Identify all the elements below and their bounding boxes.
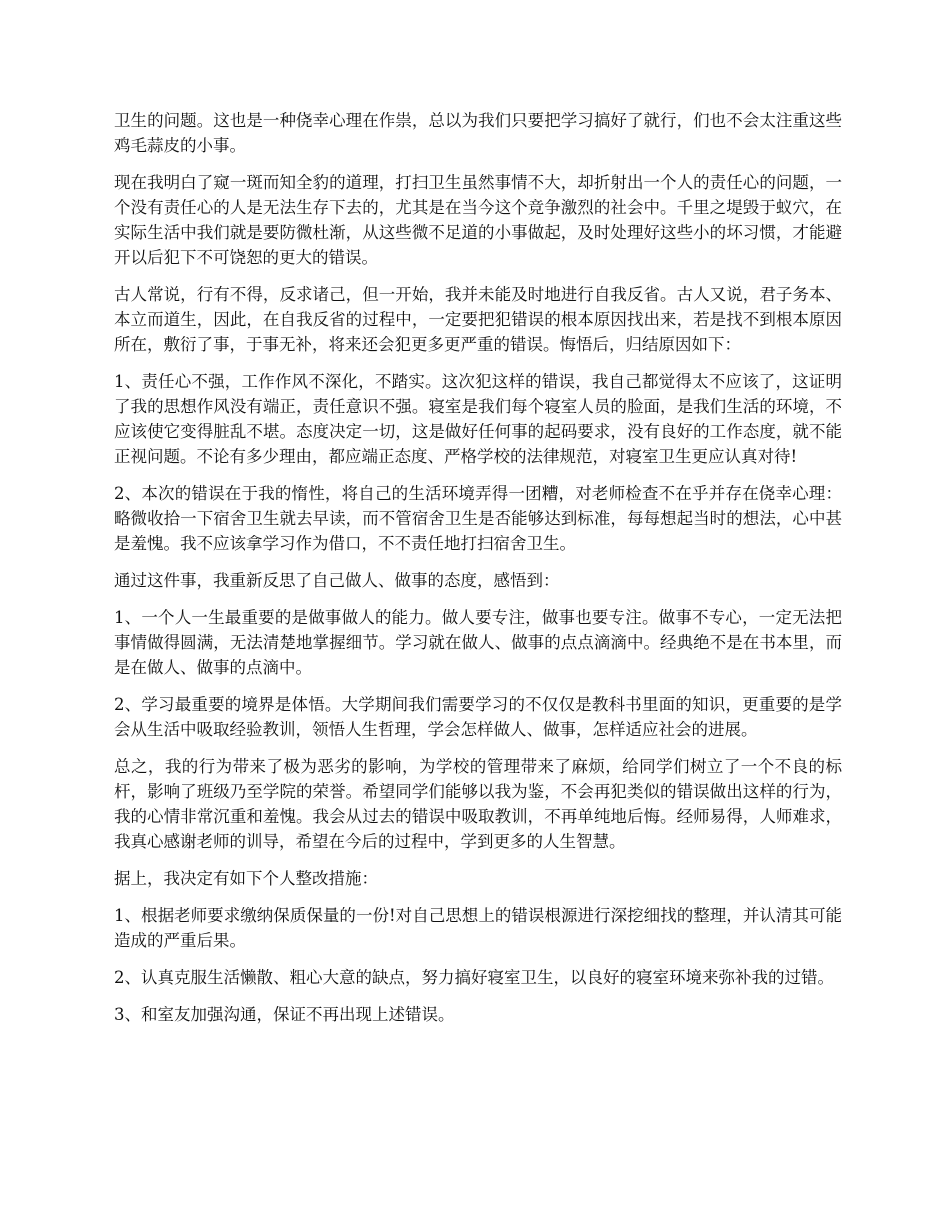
paragraph: 总之，我的行为带来了极为恶劣的影响，为学校的管理带来了麻烦，给同学们树立了一个不良的标杆，影响了班级乃至学院的荣誉。希望同学们能够以我为鉴，不会再犯类似的错误做出这样的行为，我的心情非常沉重和羞愧。我会从过去的错误中吸取教训，不再单纯地后悔。经师易得，人师难求，我真心感谢老师的训导，希望在今后的过程中，学到更多的人生智慧。 (114, 757, 842, 851)
paragraph: 卫生的问题。这也是一种侥幸心理在作祟，总以为我们只要把学习搞好了就行，们也不会太注重这些鸡毛蒜皮的小事。 (114, 111, 842, 155)
paragraph: 通过这件事，我重新反思了自己做人、做事的态度，感悟到： (114, 571, 560, 590)
paragraph: 2、学习最重要的境界是体悟。大学期间我们需要学习的不仅仅是教科书里面的知识，更重要的是学会从生活中吸取经验教训，领悟人生哲理，学会怎样做人、做事，怎样适应社会的进展。 (114, 695, 842, 739)
document-page (114, 108, 842, 1039)
paragraph: 1、责任心不强，工作作风不深化，不踏实。这次犯这样的错误，我自己都觉得太不应该了，这证明了我的思想作风没有端正，责任意识不强。寝室是我们每个寝室人员的脸面，是我们生活的环境，不应该使它变得脏乱不堪。态度决定一切，这是做好任何事的起码要求，没有良好的工作态度，就不能正视问题。不论有多少理由，都应端正态度、严格学校的法律规范，对寝室卫生更应认真对待! (114, 372, 842, 466)
paragraph: 据上，我决定有如下个人整改措施： (114, 869, 378, 888)
paragraph: 2、本次的错误在于我的惰性，将自己的生活环境弄得一团糟，对老师检查不在乎并存在侥幸心理：略微收拾一下宿舍卫生就去早读，而不管宿舍卫生是否能够达到标准，每每想起当时的想法，心中甚是羞愧。我不应该拿学习作为借口，不不责任地打扫宿舍卫生。 (114, 484, 842, 553)
paragraph: 1、根据老师要求缴纳保质保量的一份!对自己思想上的错误根源进行深挖细找的整理，并认清其可能造成的严重后果。 (114, 906, 842, 950)
paragraph: 3、和室友加强沟通，保证不再出现上述错误。 (114, 1005, 455, 1024)
paragraph: 1、一个人一生最重要的是做事做人的能力。做人要专注，做事也要专注。做事不专心，一定无法把事情做得圆满，无法清楚地掌握细节。学习就在做人、做事的点点滴滴中。经典绝不是在书本里，而是在做人、做事的点滴中。 (114, 608, 842, 677)
paragraph: 2、认真克服生活懒散、粗心大意的缺点，努力搞好寝室卫生，以良好的寝室环境来弥补我的过错。 (114, 968, 834, 987)
paragraph: 现在我明白了窥一斑而知全豹的道理，打扫卫生虽然事情不大，却折射出一个人的责任心的问题，一个没有责任心的人是无法生存下去的，尤其是在当今这个竞争激烈的社会中。千里之堤毁于蚁穴，在实际生活中我们就是要防微杜渐，从这些微不足道的小事做起，及时处理好这些小的坏习惯，才能避开以后犯下不可饶恕的更大的错误。 (114, 173, 842, 267)
paragraph: 古人常说，行有不得，反求诸己，但一开始，我并未能及时地进行自我反省。古人又说，君子务本、本立而道生，因此，在自我反省的过程中，一定要把犯错误的根本原因找出来，若是找不到根本原因所在，敷衍了事，于事无补，将来还会犯更多更严重的错误。悔悟后，归结原因如下： (114, 285, 842, 354)
